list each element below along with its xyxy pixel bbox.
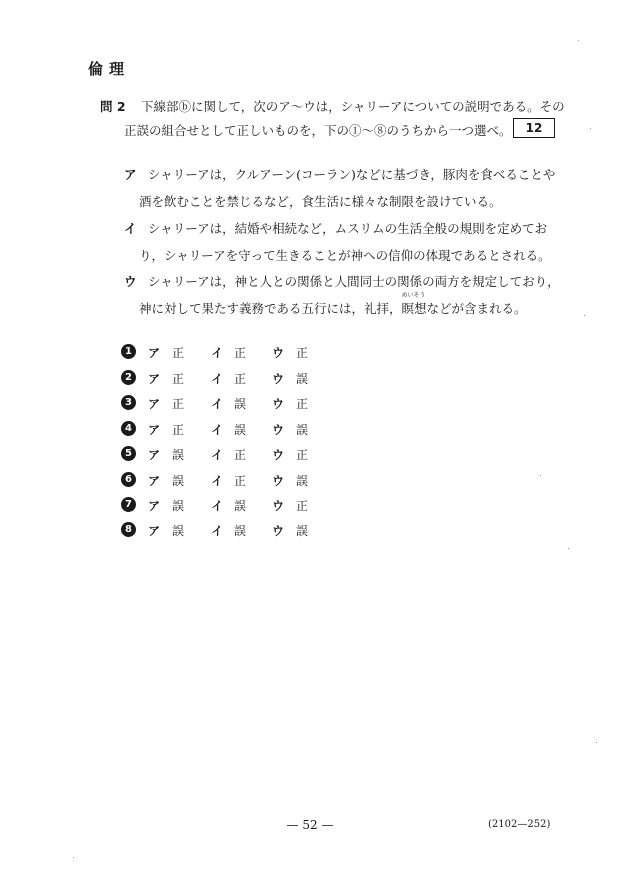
choice-label-a: ア: [148, 423, 161, 437]
question-text-line-2: 正誤の組合せとして正しいものを，下の①～⑧のうちから一つ選べ。: [124, 123, 512, 138]
choice-label-a: ア: [148, 372, 161, 386]
statement-i-line-1: シャリーアは，結婚や相続など，ムスリムの生活全般の規則を定めてお: [148, 221, 548, 236]
choice-value-i: 正: [234, 372, 247, 386]
choice-value-u: 正: [296, 346, 309, 360]
choice-label-i: イ: [211, 524, 224, 538]
choice-value-u: 誤: [296, 423, 309, 437]
choice-label-u: ウ: [272, 397, 285, 411]
choice-label-i: イ: [211, 346, 224, 360]
statement-u-line-1: シャリーアは，神と人との関係と人間同士の関係の両方を規定しており，: [148, 274, 560, 289]
choice-number: 8: [121, 522, 136, 537]
scan-speck: [584, 315, 585, 316]
choice-value-a: 誤: [172, 499, 185, 513]
exam-code: (2102—252): [488, 819, 551, 830]
choice-label-u: ウ: [272, 372, 285, 386]
choice-label-i: イ: [211, 448, 224, 462]
choice-number: 1: [121, 344, 136, 359]
choice-value-i: 誤: [234, 397, 247, 411]
choice-value-i: 誤: [234, 423, 247, 437]
choice-value-a: 正: [172, 372, 185, 386]
ruby-reading: めいそう: [401, 292, 426, 299]
subject-title: 倫理: [88, 60, 131, 78]
choice-label-a: ア: [148, 524, 161, 538]
choice-number: 3: [121, 395, 136, 410]
choice-label-i: イ: [211, 372, 224, 386]
choice-value-u: 正: [296, 448, 309, 462]
scan-speck: [596, 742, 597, 743]
choice-label-u: ウ: [272, 499, 285, 513]
choice-number: 6: [121, 472, 136, 487]
choice-value-a: 誤: [172, 448, 185, 462]
choice-label-a: ア: [148, 448, 161, 462]
scan-speck: [590, 128, 591, 129]
choice-label-i: イ: [211, 423, 224, 437]
statement-label-a: ア: [124, 167, 137, 182]
statement-i-line-2: り，シャリーアを守って生きることが神への信仰の体現であるとされる。: [139, 248, 551, 263]
choice-label-a: ア: [148, 346, 161, 360]
question-number: 問 2: [100, 99, 126, 114]
scan-speck: [578, 40, 579, 41]
choice-value-i: 正: [234, 346, 247, 360]
choice-label-i: イ: [211, 474, 224, 488]
choice-value-i: 誤: [234, 499, 247, 513]
choice-number: 2: [121, 370, 136, 385]
choice-value-a: 正: [172, 346, 185, 360]
choice-number: 7: [121, 497, 136, 512]
page-number: — 52 —: [286, 818, 334, 832]
choice-label-u: ウ: [272, 448, 285, 462]
statement-u-line-2-before: 神に対して果たす義務である五行には，礼拝，: [139, 301, 402, 316]
choice-label-a: ア: [148, 474, 161, 488]
scan-speck: [540, 475, 541, 476]
choice-label-u: ウ: [272, 423, 285, 437]
choice-value-u: 正: [296, 397, 309, 411]
ruby-word: [401, 292, 427, 317]
choice-value-i: 正: [234, 474, 247, 488]
choice-value-u: 誤: [296, 474, 309, 488]
choice-label-u: ウ: [272, 474, 285, 488]
choice-number: 5: [121, 446, 136, 461]
scan-speck: [568, 548, 569, 549]
question-text-line-1: 下線部ⓑに関して，次のア～ウは，シャリーアについての説明である。その: [141, 99, 565, 114]
answer-number-box: 12: [513, 118, 555, 138]
choice-value-a: 正: [172, 423, 185, 437]
choice-label-u: ウ: [272, 346, 285, 360]
scan-speck: [73, 857, 74, 858]
choice-label-u: ウ: [272, 524, 285, 538]
statement-a-line-1: シャリーアは，クルアーン(コーラン)などに基づき，豚肉を食べることや: [148, 167, 556, 182]
statement-a-line-2: 酒を飲むことを禁じるなど，食生活に様々な制限を設けている。: [139, 194, 502, 209]
choice-label-i: イ: [211, 499, 224, 513]
choice-label-a: ア: [148, 397, 161, 411]
choice-label-a: ア: [148, 499, 161, 513]
choice-value-i: 誤: [234, 524, 247, 538]
choice-value-a: 誤: [172, 524, 185, 538]
choice-value-i: 正: [234, 448, 247, 462]
choice-value-a: 誤: [172, 474, 185, 488]
statement-u-line-2: [139, 292, 527, 317]
choice-value-a: 正: [172, 397, 185, 411]
choice-number: 4: [121, 421, 136, 436]
choice-label-i: イ: [211, 397, 224, 411]
statement-label-i: イ: [124, 221, 137, 236]
statement-u-line-2-after: などが含まれる。: [426, 301, 527, 316]
choice-value-u: 正: [296, 499, 309, 513]
statement-label-u: ウ: [124, 274, 137, 289]
choice-value-u: 誤: [296, 524, 309, 538]
choice-value-u: 誤: [296, 372, 309, 386]
ruby-base: 瞑想: [401, 301, 427, 316]
